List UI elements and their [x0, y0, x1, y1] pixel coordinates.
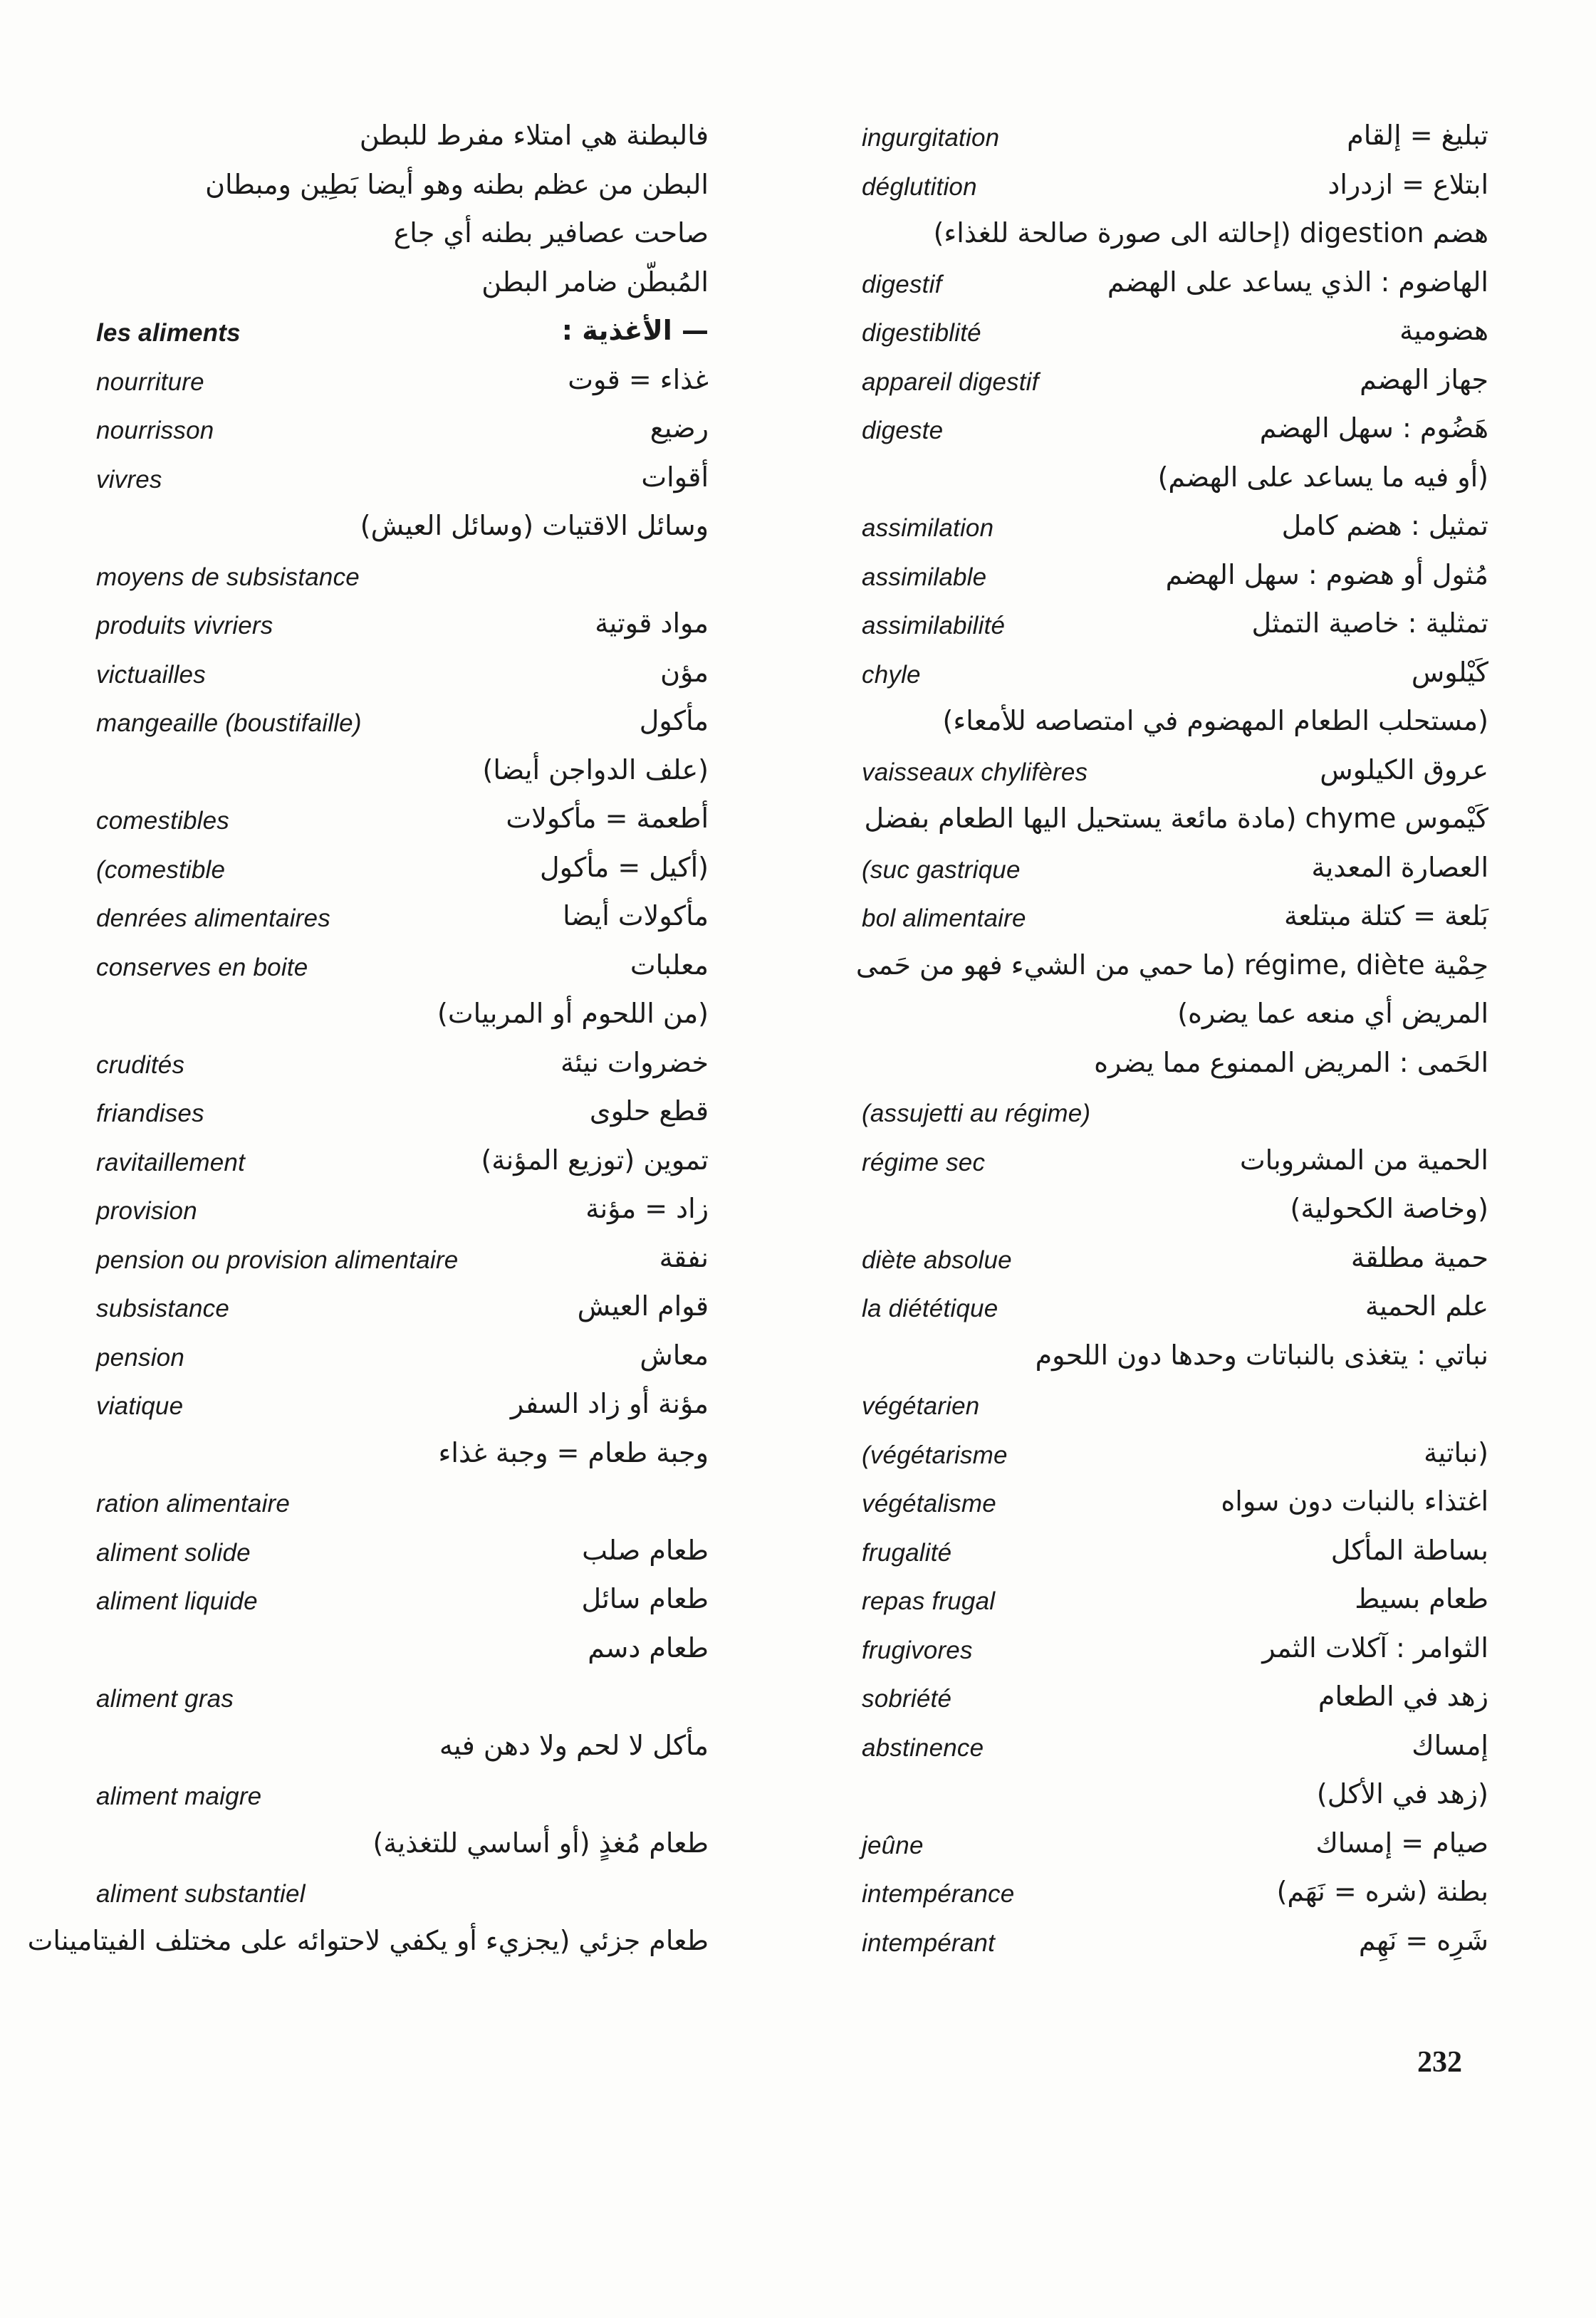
- french-term: pension ou provision alimentaire: [96, 1246, 459, 1274]
- french-term: diète absolue: [862, 1246, 1012, 1274]
- arabic-term: اغتذاء بالنبات دون سواه: [1221, 1486, 1488, 1517]
- entry-line: [862, 163, 1488, 212]
- entry-line: [862, 1041, 1488, 1090]
- arabic-term: ابتلاع = ازدراد: [1328, 168, 1488, 200]
- arabic-term: عروق الكيلوس: [1320, 753, 1488, 785]
- french-term: ingurgitation: [862, 124, 1000, 152]
- arabic-term: هضم digestion (إحالته الى صورة صالحة للغذاء): [933, 217, 1488, 249]
- french-term: assimilation: [862, 514, 994, 542]
- arabic-term: المُبطّن ضامر البطن: [481, 266, 709, 298]
- entry-line: [96, 944, 709, 993]
- french-term: conserves en boite: [96, 953, 308, 981]
- french-term: comestibles: [96, 807, 229, 835]
- french-term: déglutition: [862, 172, 977, 201]
- french-term: aliment solide: [96, 1538, 251, 1567]
- entry-line: [862, 1236, 1488, 1285]
- right-column: [855, 114, 1488, 1968]
- french-term: intempérant: [862, 1928, 996, 1957]
- arabic-term: (نباتية: [1424, 1436, 1488, 1468]
- entry-line: [862, 1139, 1488, 1188]
- arabic-term: تبليغ = إلقام: [1347, 120, 1488, 151]
- arabic-term: الحَمى : المريض الممنوع مما يضره: [1094, 1046, 1488, 1078]
- arabic-term: شَرِه = نَهِم: [1358, 1924, 1488, 1956]
- entry-line: [862, 1480, 1488, 1529]
- arabic-term: تمثيل : هضم كامل: [1281, 510, 1488, 541]
- entry-line: [862, 1822, 1488, 1871]
- french-term: intempérance: [862, 1880, 1015, 1908]
- french-term: frugalité: [862, 1538, 952, 1567]
- entry-line: [96, 699, 709, 748]
- french-term: vaisseaux chylifères: [862, 758, 1088, 786]
- arabic-term: إمساك: [1412, 1729, 1488, 1761]
- entry-line: [855, 944, 1488, 993]
- entry-line: [96, 212, 709, 261]
- arabic-term: مؤنة أو زاد السفر: [510, 1388, 709, 1419]
- entry-line: [96, 894, 709, 944]
- entry-line: [862, 1090, 1488, 1139]
- entry-line: [862, 1627, 1488, 1676]
- french-term: repas frugal: [862, 1587, 996, 1615]
- arabic-term: وجبة طعام = وجبة غذاء: [438, 1436, 709, 1468]
- entry-line: [862, 846, 1488, 895]
- arabic-term: مأكول: [639, 705, 709, 736]
- entry-line: [96, 309, 709, 358]
- arabic-term: وسائل الاقتيات (وسائل العيش): [360, 510, 709, 541]
- arabic-term: طعام صلب: [582, 1534, 709, 1566]
- entry-line: [96, 553, 709, 602]
- entry-line: [862, 1334, 1488, 1383]
- entry-line: [862, 407, 1488, 456]
- entry-line: [96, 1577, 709, 1627]
- french-term: friandises: [96, 1100, 204, 1127]
- arabic-term: قطع حلوى: [589, 1095, 709, 1127]
- entry-line: [96, 504, 709, 553]
- entry-line: [96, 114, 709, 163]
- french-term: jeûne: [862, 1831, 924, 1859]
- arabic-term: نفقة: [659, 1241, 709, 1273]
- arabic-term: كَيْلوس: [1411, 656, 1488, 688]
- arabic-term: تمثلية : خاصية التمثل: [1251, 607, 1488, 639]
- entry-line: [96, 163, 709, 212]
- entry-line: [862, 1870, 1488, 1919]
- entry-line: [862, 358, 1488, 407]
- arabic-term: معلبات: [630, 949, 709, 981]
- entry-line: [862, 1382, 1488, 1431]
- arabic-term: بساطة المأكل: [1330, 1534, 1488, 1566]
- french-term: aliment liquide: [96, 1587, 258, 1615]
- arabic-term: أقوات: [641, 461, 709, 493]
- french-term: (comestible: [96, 855, 226, 884]
- arabic-term: حمية مطلقة: [1350, 1241, 1488, 1273]
- arabic-term: صيام = إمساك: [1315, 1827, 1488, 1859]
- french-term: ration alimentaire: [96, 1490, 291, 1518]
- french-term: nourriture: [96, 367, 204, 396]
- french-term: moyens de subsistance: [96, 563, 360, 591]
- entry-line: [862, 1285, 1488, 1334]
- arabic-term: مُثول أو هضوم : سهل الهضم: [1165, 558, 1488, 590]
- french-term: les aliments: [96, 319, 241, 347]
- entry-line: [96, 1285, 709, 1334]
- arabic-term: طعام جزئي (يجزيء أو يكفي لاحتوائه على مختلف الفيتامينات: [27, 1924, 709, 1956]
- entry-line: [27, 1919, 709, 1968]
- french-term: viatique: [96, 1392, 184, 1420]
- arabic-term: (علف الدواجن أيضا): [482, 753, 709, 785]
- arabic-term: نباتي : يتغذى بالنباتات وحدها دون اللحوم: [1035, 1339, 1488, 1371]
- arabic-term: غذاء = قوت: [568, 363, 709, 395]
- entry-line: [96, 797, 709, 846]
- french-term: végétarien: [862, 1392, 980, 1420]
- arabic-term: البطن من عظم بطنه وهو أيضا بَطِين ومبطان: [205, 168, 709, 200]
- arabic-term: بطنة (شره = نَهَم): [1276, 1876, 1488, 1907]
- entry-line: [862, 894, 1488, 944]
- french-term: bol alimentaire: [862, 904, 1026, 932]
- french-term: aliment gras: [96, 1685, 234, 1713]
- arabic-term: علم الحمية: [1365, 1290, 1488, 1322]
- entry-line: [96, 407, 709, 456]
- arabic-term: مأكولات أيضا: [563, 900, 709, 931]
- french-term: (assujetti au régime): [862, 1100, 1091, 1127]
- arabic-term: العصارة المعدية: [1311, 851, 1488, 883]
- arabic-term: زاد = مؤنة: [585, 1193, 709, 1224]
- entry-line: [862, 1675, 1488, 1724]
- entry-line: [96, 1480, 709, 1529]
- entry-line: [862, 309, 1488, 358]
- page-number: 232: [1417, 2046, 1462, 2079]
- arabic-term: (من اللحوم أو المربيات): [437, 998, 709, 1029]
- arabic-term: مؤن: [660, 656, 709, 688]
- arabic-term: فالبطنة هي امتلاء مفرط للبطن: [359, 120, 709, 151]
- entry-line: [96, 1431, 709, 1481]
- entry-line: [96, 358, 709, 407]
- entry-line: [96, 1139, 709, 1188]
- entry-line: [96, 1627, 709, 1676]
- arabic-term: هضومية: [1399, 315, 1488, 346]
- french-term: chyle: [862, 660, 921, 689]
- arabic-term: معاش: [640, 1339, 709, 1371]
- french-term: (suc gastrique: [862, 855, 1021, 884]
- entry-line: [96, 1870, 709, 1919]
- french-term: digeste: [862, 417, 944, 444]
- entry-line: [96, 456, 709, 505]
- arabic-term: (زهد في الأكل): [1316, 1778, 1488, 1810]
- entry-line: [862, 699, 1488, 748]
- french-term: mangeaille (boustifaille): [96, 709, 362, 737]
- french-term: végétalisme: [862, 1490, 996, 1518]
- french-term: digestif: [862, 270, 942, 298]
- arabic-term: (أكيل = مأكول: [540, 851, 709, 883]
- french-term: abstinence: [862, 1733, 984, 1762]
- left-column: [27, 114, 709, 1968]
- french-term: nourrisson: [96, 417, 214, 444]
- entry-line: [862, 797, 1488, 846]
- french-term: assimilabilité: [862, 612, 1006, 639]
- entry-line: [862, 114, 1488, 163]
- french-term: denrées alimentaires: [96, 904, 330, 932]
- entry-line: [862, 602, 1488, 651]
- entry-line: [96, 1334, 709, 1383]
- arabic-term: (مستحلب الطعام المهضوم في امتصاصه للأمعاء): [942, 705, 1488, 736]
- entry-line: [862, 992, 1488, 1041]
- arabic-term: صاحت عصافير بطنه أي جاع: [393, 217, 709, 249]
- french-term: appareil digestif: [862, 367, 1039, 396]
- arabic-term: المريض أي منعه عما يضره): [1177, 998, 1488, 1029]
- entry-line: [862, 1187, 1488, 1236]
- entry-line: [862, 1431, 1488, 1481]
- entry-line: [862, 553, 1488, 602]
- entry-line: [862, 1724, 1488, 1773]
- french-term: victuailles: [96, 660, 206, 689]
- french-term: frugivores: [862, 1636, 973, 1664]
- arabic-term: مواد قوتية: [595, 607, 709, 639]
- entry-line: [862, 504, 1488, 553]
- arabic-term: الهاضوم : الذي يساعد على الهضم: [1107, 266, 1488, 298]
- entry-line: [862, 456, 1488, 505]
- french-term: subsistance: [96, 1295, 230, 1322]
- entry-line: [96, 1773, 709, 1822]
- arabic-term: جهاز الهضم: [1360, 363, 1488, 395]
- entry-line: [862, 1773, 1488, 1822]
- french-term: sobriété: [862, 1685, 952, 1713]
- french-term: régime sec: [862, 1148, 986, 1176]
- arabic-term: كَيْموس chyme (مادة مائعة يستحيل اليها الطعام بفضل: [864, 803, 1488, 834]
- entry-line: [96, 1822, 709, 1871]
- french-term: pension: [96, 1343, 185, 1372]
- french-term: la diététique: [862, 1295, 998, 1322]
- arabic-term: خضروات نيئة: [560, 1046, 709, 1078]
- arabic-term: الحمية من المشروبات: [1239, 1144, 1488, 1176]
- entry-line: [96, 1041, 709, 1090]
- entry-line: [862, 261, 1488, 310]
- arabic-term: زهد في الطعام: [1318, 1681, 1488, 1712]
- entry-line: [96, 846, 709, 895]
- french-term: vivres: [96, 465, 162, 494]
- entry-line: [96, 992, 709, 1041]
- entry-line: [862, 212, 1488, 261]
- entry-line: [96, 1675, 709, 1724]
- entry-line: [96, 748, 709, 798]
- entry-line: [862, 651, 1488, 700]
- entry-line: [862, 1919, 1488, 1968]
- arabic-term: طعام مُغذٍ (أو أساسي للتغذية): [372, 1827, 709, 1859]
- arabic-term: الثوامر : آكلات الثمر: [1262, 1632, 1488, 1664]
- entry-line: [96, 1382, 709, 1431]
- french-term: ravitaillement: [96, 1148, 245, 1176]
- arabic-term: حِمْية régime, diète (ما حمي من الشيء فهو من حَمى: [855, 949, 1488, 981]
- entry-line: [96, 261, 709, 310]
- entry-line: [96, 1724, 709, 1773]
- entry-line: [862, 1577, 1488, 1627]
- entry-line: [96, 602, 709, 651]
- french-term: digestiblité: [862, 319, 981, 347]
- arabic-term: (وخاصة الكحولية): [1290, 1193, 1488, 1224]
- french-term: aliment substantiel: [96, 1880, 306, 1908]
- arabic-term: طعام بسيط: [1355, 1583, 1488, 1614]
- entry-line: [96, 1090, 709, 1139]
- arabic-term: أطعمة = مأكولات: [506, 803, 709, 834]
- french-term: provision: [96, 1197, 197, 1225]
- entry-line: [96, 651, 709, 700]
- entry-line: [96, 1529, 709, 1578]
- entry-line: [862, 1529, 1488, 1578]
- arabic-term: (أو فيه ما يساعد على الهضم): [1157, 461, 1488, 493]
- arabic-term: تموين (توزيع المؤنة): [481, 1144, 709, 1176]
- french-term: assimilable: [862, 563, 987, 591]
- french-term: (végétarisme: [862, 1441, 1008, 1469]
- arabic-term: طعام سائل: [581, 1583, 709, 1614]
- arabic-term: قوام العيش: [577, 1290, 709, 1322]
- french-term: aliment maigre: [96, 1782, 262, 1810]
- arabic-term: — الأغذية :: [561, 315, 709, 346]
- arabic-term: رضيع: [650, 412, 709, 444]
- entry-line: [96, 1187, 709, 1236]
- arabic-term: مأكل لا لحم ولا دهن فيه: [439, 1729, 709, 1761]
- entry-line: [96, 1236, 709, 1285]
- french-term: crudités: [96, 1050, 185, 1079]
- arabic-term: هَضُوم : سهل الهضم: [1259, 412, 1488, 444]
- arabic-term: بَلعة = كتلة مبتلعة: [1283, 900, 1488, 931]
- arabic-term: طعام دسم: [588, 1632, 709, 1664]
- french-term: produits vivriers: [96, 612, 273, 639]
- entry-line: [862, 748, 1488, 798]
